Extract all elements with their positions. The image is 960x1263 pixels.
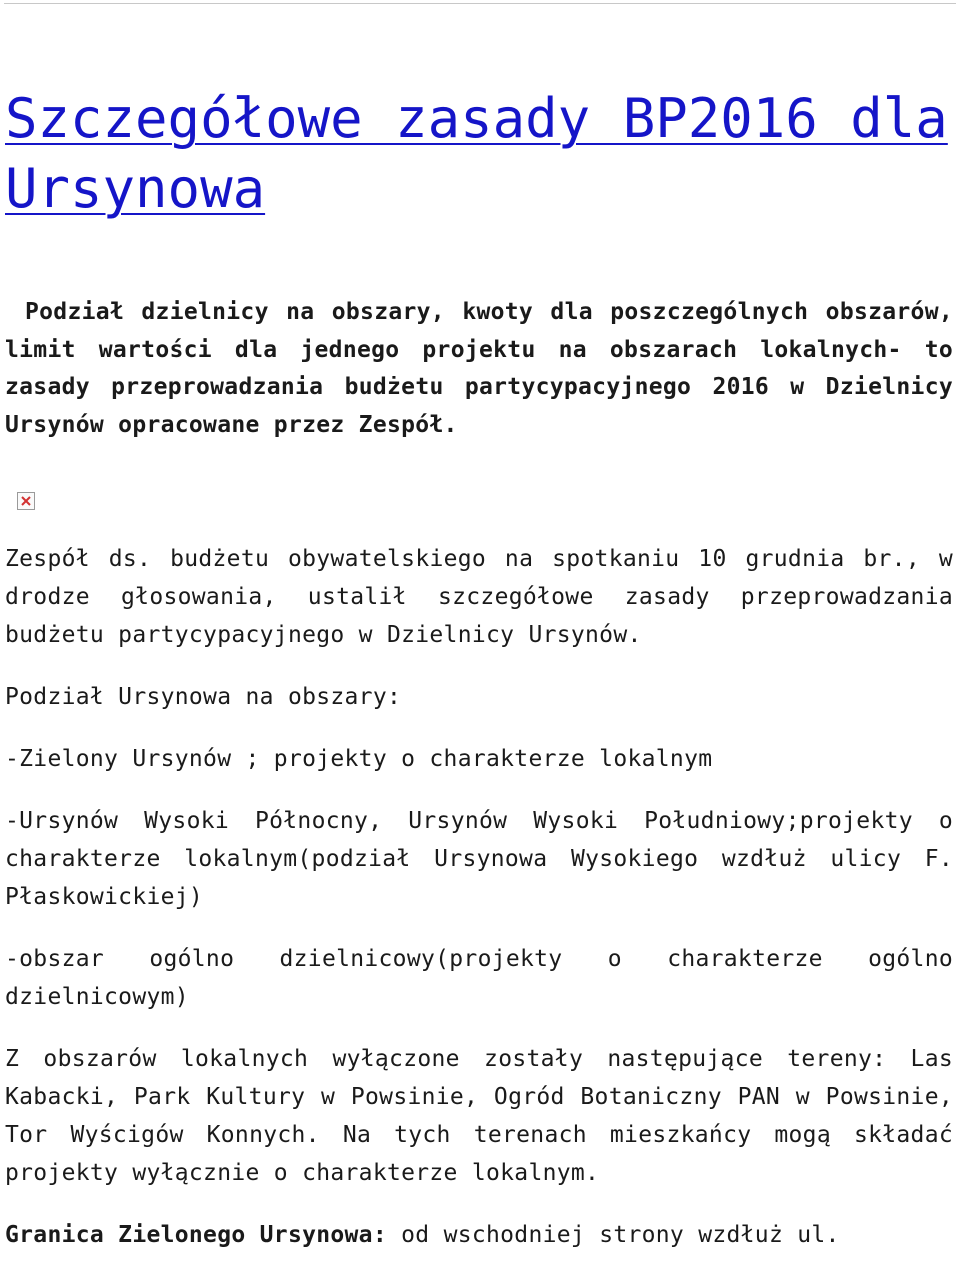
page-title bbox=[5, 84, 953, 224]
border-label: Granica Zielonego Ursynowa: bbox=[5, 1222, 387, 1248]
paragraph-area-green-ursynow: -Zielony Ursynów ; projekty o charakterze lokalnym bbox=[5, 746, 713, 772]
paragraph-areas-heading: Podział Ursynowa na obszary: bbox=[5, 684, 402, 710]
paragraph-area-district-wide: -obszar ogólno dzielnicowy(projekty o charakterze ogólno dzielnicowym) bbox=[5, 946, 953, 1010]
paragraph-green-ursynow-border bbox=[5, 1216, 953, 1254]
paragraph-area-high-ursynow: -Ursynów Wysoki Północny, Ursynów Wysoki Południowy;projekty o charakterze lokalnym(podział Ursynowa Wysokiego wzdłuż ulicy F. Płaskowickiej) bbox=[5, 808, 953, 910]
lead-text: Podział dzielnicy na obszary, kwoty dla poszczególnych obszarów, limit wartości dla jednego projektu na obszarach lokalnych- to zasady przeprowadzania budżetu partycypacyjnego 2016 w Dzielnicy Ursynów opracowane przez Zespół. bbox=[5, 299, 953, 438]
image-error-x-icon bbox=[20, 495, 32, 507]
broken-image-icon bbox=[17, 492, 35, 510]
paragraph-team-decision: Zespół ds. budżetu obywatelskiego na spotkaniu 10 grudnia br., w drodze głosowania, ustalił szczegółowe zasady przeprowadzania budżetu partycypacyjnego w Dzielnicy Ursynów. bbox=[5, 546, 953, 648]
border-text: od wschodniej strony wzdłuż ul. bbox=[386, 1222, 840, 1248]
lead-paragraph bbox=[5, 294, 953, 444]
title-link[interactable]: Szczegółowe zasady BP2016 dla Ursynowa bbox=[5, 87, 948, 220]
paragraph-excluded-areas: Z obszarów lokalnych wyłączone zostały następujące tereny: Las Kabacki, Park Kultury w Powsinie, Ogród Botaniczny PAN w Powsinie, Tor Wyścigów Konnych. Na tych terenach mieszkańcy mogą składać projekty wyłącznie o charakterze lokalnym. bbox=[5, 1046, 953, 1186]
top-divider bbox=[4, 3, 956, 4]
article bbox=[5, 84, 953, 1254]
